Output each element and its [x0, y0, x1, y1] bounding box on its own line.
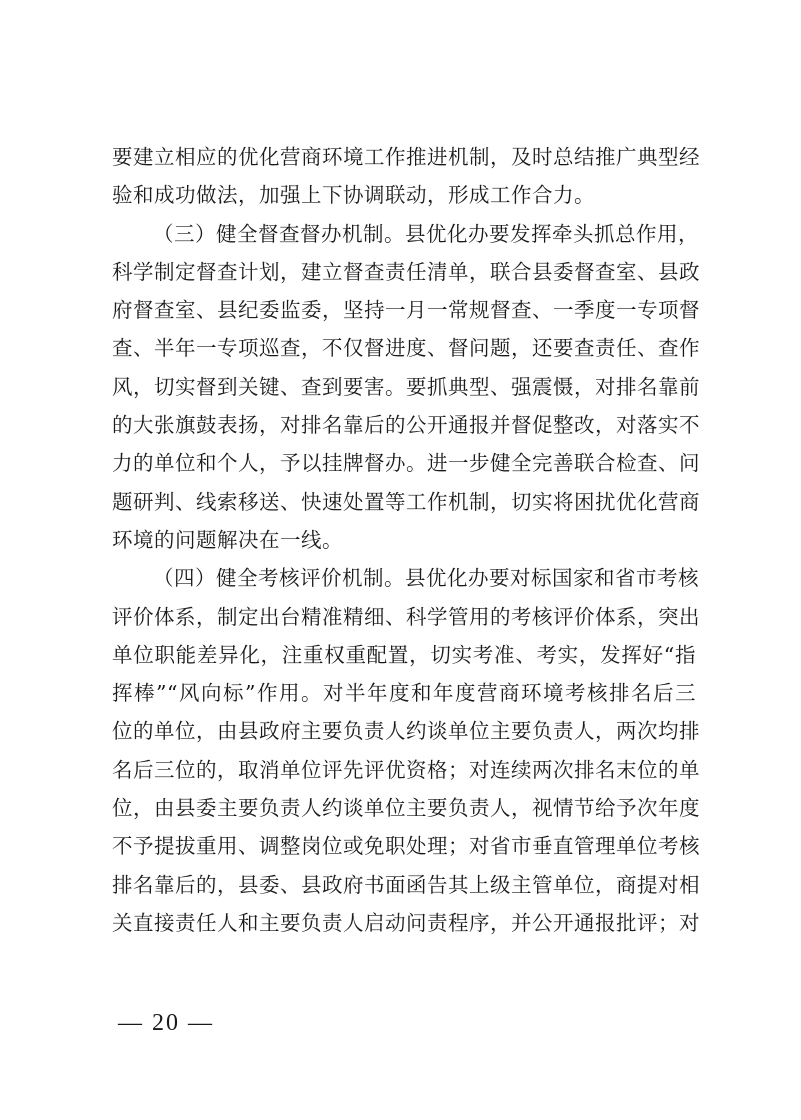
text-line: 名后三位的，取消单位评先评优资格；对连续两次排名末位的单 [112, 757, 700, 782]
text-line: 查、半年一专项巡查，不仅督进度、督问题，还要查责任、查作 [112, 336, 700, 361]
text-line: 关直接责任人和主要负责人启动问责程序，并公开通报批评；对 [112, 910, 700, 935]
text-line: 科学制定督查计划，建立督查责任清单，联合县委督查室、县政 [112, 259, 700, 284]
text-line: 的大张旗鼓表扬，对排名靠后的公开通报并督促整改，对落实不 [112, 413, 700, 438]
text-line: 力的单位和个人，予以挂牌督办。进一步健全完善联合检查、问 [112, 451, 700, 476]
text-line: 风，切实督到关键、查到要害。要抓典型、强震慑，对排名靠前 [112, 374, 700, 399]
text-line: 环境的问题解决在一线。 [112, 527, 343, 552]
text-line: 位的单位，由县政府主要负责人约谈单位主要负责人，两次均排 [112, 719, 700, 744]
text-line: 题研判、线索移送、快速处置等工作机制，切实将困扰优化营商 [112, 489, 700, 514]
text-line: 单位职能差异化，注重权重配置，切实考准、考实，发挥好“指 [112, 642, 696, 667]
text-line: 不予提拔重用、调整岗位或免职处理；对省市垂直管理单位考核 [112, 834, 700, 859]
text-line: 府督查室、县纪委监委，坚持一月一常规督查、一季度一专项督 [112, 298, 700, 323]
section-heading-line: （三）健全督查督办机制。县优化办要发挥牵头抓总作用， [153, 221, 699, 246]
text-line: 挥棒”“风向标”作用。对半年度和年度营商环境考核排名后三 [112, 681, 696, 706]
text-line: 排名靠后的，县委、县政府书面函告其上级主管单位，商提对相 [112, 872, 700, 897]
section-heading-line: （四）健全考核评价机制。县优化办要对标国家和省市考核 [153, 566, 699, 591]
body-text [112, 138, 700, 942]
text-line: 评价体系，制定出台精准精细、科学管用的考核评价体系，突出 [112, 604, 700, 629]
text-line: 验和成功做法，加强上下协调联动，形成工作合力。 [112, 183, 595, 208]
page-number: — 20 — [118, 1010, 214, 1036]
text-line: 要建立相应的优化营商环境工作推进机制，及时总结推广典型经 [112, 145, 700, 169]
text-line: 位，由县委主要负责人约谈单位主要负责人，视情节给予次年度 [112, 796, 700, 821]
